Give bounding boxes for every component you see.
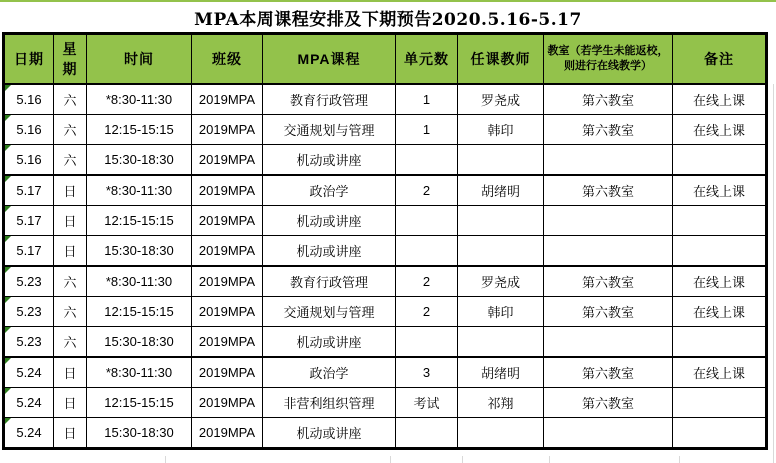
table-row bbox=[4, 418, 767, 449]
page-title: MPA本周课程安排及下期预告2020.5.16-5.17 bbox=[194, 10, 582, 30]
error-indicator-icon bbox=[5, 388, 11, 394]
cell-text: *8:30-11:30 bbox=[105, 183, 173, 198]
table-row bbox=[4, 357, 767, 388]
cell-course[interactable] bbox=[263, 297, 396, 327]
cell-text: *8:30-11:30 bbox=[105, 365, 173, 380]
cell-text: 3 bbox=[422, 365, 431, 380]
cell-text: 交通规划与管理 bbox=[283, 123, 375, 138]
cell-text: 日 bbox=[63, 244, 77, 259]
cell-remark[interactable] bbox=[673, 115, 767, 145]
cell-course[interactable] bbox=[263, 327, 396, 358]
cell-weekday[interactable] bbox=[54, 84, 87, 115]
cell-class[interactable] bbox=[192, 236, 263, 267]
column-header-label: 任课教师 bbox=[470, 51, 531, 67]
cell-time[interactable] bbox=[87, 357, 192, 388]
table-row bbox=[4, 327, 767, 358]
cell-time[interactable] bbox=[87, 266, 192, 297]
cell-class[interactable] bbox=[192, 84, 263, 115]
cell-text: 12:15-15:15 bbox=[104, 395, 174, 410]
column-header-date[interactable] bbox=[4, 34, 54, 85]
cell-remark[interactable] bbox=[673, 418, 767, 449]
schedule-table bbox=[2, 32, 768, 450]
cell-text: 六 bbox=[63, 153, 77, 168]
cell-text: 机动或讲座 bbox=[296, 426, 362, 441]
cell-teacher[interactable] bbox=[458, 357, 544, 388]
cell-remark[interactable] bbox=[673, 297, 767, 327]
cell-date[interactable] bbox=[4, 266, 54, 297]
cell-text: 在线上课 bbox=[692, 184, 745, 199]
cell-text: 12:15-15:15 bbox=[104, 122, 174, 137]
cell-text: 5.23 bbox=[16, 274, 42, 289]
cell-text: 日 bbox=[63, 214, 77, 229]
cell-text: 2019MPA bbox=[198, 395, 256, 410]
cell-room[interactable] bbox=[544, 206, 673, 236]
cell-text: 六 bbox=[63, 305, 77, 320]
cell-weekday[interactable] bbox=[54, 327, 87, 358]
cell-text: 在线上课 bbox=[692, 93, 745, 108]
cell-text: 2019MPA bbox=[198, 213, 256, 228]
cell-text: 12:15-15:15 bbox=[104, 304, 174, 319]
cell-text: 教育行政管理 bbox=[289, 275, 368, 290]
cell-remark[interactable] bbox=[673, 388, 767, 418]
cell-text: 政治学 bbox=[309, 184, 349, 199]
error-indicator-icon bbox=[5, 327, 11, 333]
cell-time[interactable] bbox=[87, 388, 192, 418]
cell-course[interactable] bbox=[263, 175, 396, 206]
cell-time[interactable] bbox=[87, 297, 192, 327]
cell-weekday[interactable] bbox=[54, 266, 87, 297]
cell-room[interactable] bbox=[544, 236, 673, 267]
cell-time[interactable] bbox=[87, 206, 192, 236]
cell-text: 第六教室 bbox=[581, 123, 634, 138]
table-row bbox=[4, 84, 767, 115]
cell-room[interactable] bbox=[544, 357, 673, 388]
cell-class[interactable] bbox=[192, 266, 263, 297]
cell-text: 考试 bbox=[413, 396, 440, 411]
cell-teacher[interactable] bbox=[458, 115, 544, 145]
cell-text: 2019MPA bbox=[198, 365, 256, 380]
cell-text: 2019MPA bbox=[198, 183, 256, 198]
cell-units[interactable] bbox=[396, 175, 458, 206]
cell-text: 非营利组织管理 bbox=[283, 396, 375, 411]
cell-text: 5.23 bbox=[16, 334, 42, 349]
cell-teacher[interactable] bbox=[458, 206, 544, 236]
cell-teacher[interactable] bbox=[458, 418, 544, 449]
cell-remark[interactable] bbox=[673, 175, 767, 206]
cell-text: 15:30-18:30 bbox=[104, 152, 174, 167]
cell-units[interactable] bbox=[396, 357, 458, 388]
top-green-strip bbox=[0, 0, 776, 2]
cell-text: 2019MPA bbox=[198, 304, 256, 319]
cell-text: 机动或讲座 bbox=[296, 153, 362, 168]
cell-units[interactable] bbox=[396, 145, 458, 176]
cell-room[interactable] bbox=[544, 266, 673, 297]
cell-text: 罗尧成 bbox=[480, 93, 520, 108]
cell-date[interactable] bbox=[4, 115, 54, 145]
cell-teacher[interactable] bbox=[458, 145, 544, 176]
cell-units[interactable] bbox=[396, 115, 458, 145]
error-indicator-icon bbox=[5, 297, 11, 303]
cell-class[interactable] bbox=[192, 357, 263, 388]
gridline-stub bbox=[549, 456, 550, 463]
cell-weekday[interactable] bbox=[54, 206, 87, 236]
cell-units[interactable] bbox=[396, 266, 458, 297]
error-indicator-icon bbox=[5, 206, 11, 212]
cell-text: 5.17 bbox=[16, 183, 42, 198]
cell-text: 六 bbox=[63, 275, 77, 290]
cell-room[interactable] bbox=[544, 175, 673, 206]
cell-text: 六 bbox=[63, 93, 77, 108]
table-row bbox=[4, 236, 767, 267]
cell-weekday[interactable] bbox=[54, 357, 87, 388]
cell-text: 2 bbox=[422, 274, 431, 289]
error-indicator-icon bbox=[5, 115, 11, 121]
cell-units[interactable] bbox=[396, 327, 458, 358]
cell-text: 祁翔 bbox=[487, 396, 514, 411]
cell-class[interactable] bbox=[192, 418, 263, 449]
error-indicator-icon bbox=[5, 176, 11, 182]
cell-course[interactable] bbox=[263, 145, 396, 176]
gridline-stub bbox=[462, 456, 463, 463]
error-indicator-icon bbox=[5, 267, 11, 273]
cell-text: 教育行政管理 bbox=[289, 93, 368, 108]
cell-text: 15:30-18:30 bbox=[104, 243, 174, 258]
cell-date[interactable] bbox=[4, 388, 54, 418]
table-row bbox=[4, 175, 767, 206]
cell-room[interactable] bbox=[544, 115, 673, 145]
cell-course[interactable] bbox=[263, 236, 396, 267]
gridline-stub bbox=[773, 84, 774, 463]
cell-date[interactable] bbox=[4, 84, 54, 115]
cell-text: 日 bbox=[63, 366, 77, 381]
cell-course[interactable] bbox=[263, 357, 396, 388]
column-header-remark[interactable] bbox=[673, 34, 767, 85]
gridline-stub bbox=[679, 456, 680, 463]
column-header-label: 备注 bbox=[704, 51, 734, 67]
cell-weekday[interactable] bbox=[54, 175, 87, 206]
error-indicator-icon bbox=[5, 85, 11, 91]
cell-text: 12:15-15:15 bbox=[104, 213, 174, 228]
cell-text: 交通规划与管理 bbox=[283, 305, 375, 320]
cell-text: 机动或讲座 bbox=[296, 244, 362, 259]
cell-teacher[interactable] bbox=[458, 327, 544, 358]
cell-weekday[interactable] bbox=[54, 297, 87, 327]
cell-units[interactable] bbox=[396, 84, 458, 115]
cell-time[interactable] bbox=[87, 236, 192, 267]
cell-teacher[interactable] bbox=[458, 297, 544, 327]
cell-text: 2019MPA bbox=[198, 274, 256, 289]
cell-text: 2 bbox=[422, 304, 431, 319]
cell-text: 罗尧成 bbox=[480, 275, 520, 290]
cell-text: 第六教室 bbox=[581, 184, 634, 199]
cell-remark[interactable] bbox=[673, 357, 767, 388]
error-indicator-icon bbox=[5, 236, 11, 242]
cell-date[interactable] bbox=[4, 418, 54, 449]
cell-teacher[interactable] bbox=[458, 266, 544, 297]
cell-text: 第六教室 bbox=[581, 305, 634, 320]
cell-course[interactable] bbox=[263, 206, 396, 236]
cell-units[interactable] bbox=[396, 388, 458, 418]
cell-time[interactable] bbox=[87, 115, 192, 145]
cell-time[interactable] bbox=[87, 418, 192, 449]
table-row bbox=[4, 388, 767, 418]
column-header-label: 时间 bbox=[124, 51, 154, 67]
cell-text: 2019MPA bbox=[198, 334, 256, 349]
table-row bbox=[4, 266, 767, 297]
cell-class[interactable] bbox=[192, 297, 263, 327]
cell-text: 15:30-18:30 bbox=[104, 334, 174, 349]
column-header-room[interactable] bbox=[544, 34, 673, 85]
cell-date[interactable] bbox=[4, 327, 54, 358]
column-header-time[interactable] bbox=[87, 34, 192, 85]
cell-room[interactable] bbox=[544, 418, 673, 449]
gridline-stub bbox=[390, 456, 391, 463]
cell-time[interactable] bbox=[87, 84, 192, 115]
column-header-course[interactable] bbox=[263, 34, 396, 85]
cell-text: 日 bbox=[63, 396, 77, 411]
cell-text: 5.24 bbox=[16, 425, 42, 440]
column-header-label: 日期 bbox=[14, 51, 44, 67]
column-header-label: 教室（若学生未能返校，则进行在线教学） bbox=[547, 45, 669, 72]
cell-units[interactable] bbox=[396, 418, 458, 449]
cell-text: 5.23 bbox=[16, 304, 42, 319]
cell-text: 第六教室 bbox=[581, 366, 634, 381]
cell-room[interactable] bbox=[544, 145, 673, 176]
cell-weekday[interactable] bbox=[54, 115, 87, 145]
table-row bbox=[4, 145, 767, 176]
cell-date[interactable] bbox=[4, 206, 54, 236]
cell-text: 2019MPA bbox=[198, 152, 256, 167]
cell-remark[interactable] bbox=[673, 206, 767, 236]
cell-room[interactable] bbox=[544, 297, 673, 327]
cell-time[interactable] bbox=[87, 145, 192, 176]
cell-text: 5.16 bbox=[16, 92, 42, 107]
cell-course[interactable] bbox=[263, 418, 396, 449]
cell-weekday[interactable] bbox=[54, 388, 87, 418]
cell-date[interactable] bbox=[4, 297, 54, 327]
table-row bbox=[4, 115, 767, 145]
cell-room[interactable] bbox=[544, 327, 673, 358]
cell-text: 在线上课 bbox=[692, 366, 745, 381]
cell-class[interactable] bbox=[192, 388, 263, 418]
cell-text: 2019MPA bbox=[198, 243, 256, 258]
cell-class[interactable] bbox=[192, 175, 263, 206]
cell-text: 在线上课 bbox=[692, 305, 745, 320]
cell-course[interactable] bbox=[263, 388, 396, 418]
cell-text: 韩印 bbox=[487, 123, 514, 138]
cell-teacher[interactable] bbox=[458, 84, 544, 115]
error-indicator-icon bbox=[5, 145, 11, 151]
cell-text: 六 bbox=[63, 335, 77, 350]
cell-units[interactable] bbox=[396, 236, 458, 267]
cell-date[interactable] bbox=[4, 145, 54, 176]
table-row bbox=[4, 206, 767, 236]
cell-time[interactable] bbox=[87, 175, 192, 206]
cell-teacher[interactable] bbox=[458, 175, 544, 206]
cell-class[interactable] bbox=[192, 145, 263, 176]
gridline-stub bbox=[165, 456, 166, 463]
cell-text: 2 bbox=[422, 183, 431, 198]
cell-class[interactable] bbox=[192, 327, 263, 358]
cell-text: 15:30-18:30 bbox=[104, 425, 174, 440]
header-row bbox=[4, 34, 767, 85]
cell-text: 第六教室 bbox=[581, 275, 634, 290]
cell-text: 2019MPA bbox=[198, 425, 256, 440]
cell-text: 2019MPA bbox=[198, 92, 256, 107]
cell-remark[interactable] bbox=[673, 84, 767, 115]
cell-class[interactable] bbox=[192, 206, 263, 236]
cell-text: 政治学 bbox=[309, 366, 349, 381]
cell-text: 在线上课 bbox=[692, 123, 745, 138]
cell-time[interactable] bbox=[87, 327, 192, 358]
cell-teacher[interactable] bbox=[458, 388, 544, 418]
cell-remark[interactable] bbox=[673, 236, 767, 267]
cell-room[interactable] bbox=[544, 84, 673, 115]
cell-text: 第六教室 bbox=[581, 396, 634, 411]
cell-weekday[interactable] bbox=[54, 418, 87, 449]
cell-text: 5.24 bbox=[16, 395, 42, 410]
cell-date[interactable] bbox=[4, 357, 54, 388]
cell-text: 1 bbox=[422, 92, 431, 107]
column-header-teacher[interactable] bbox=[458, 34, 544, 85]
cell-text: 5.17 bbox=[16, 213, 42, 228]
cell-text: 1 bbox=[422, 122, 431, 137]
cell-text: 胡绪明 bbox=[480, 366, 520, 381]
error-indicator-icon bbox=[5, 358, 11, 364]
error-indicator-icon bbox=[5, 418, 11, 424]
cell-units[interactable] bbox=[396, 297, 458, 327]
cell-text: *8:30-11:30 bbox=[105, 92, 173, 107]
cell-text: 机动或讲座 bbox=[296, 214, 362, 229]
cell-date[interactable] bbox=[4, 175, 54, 206]
cell-text: 机动或讲座 bbox=[296, 335, 362, 350]
column-header-label: MPA课程 bbox=[297, 51, 361, 67]
column-header-units[interactable] bbox=[396, 34, 458, 85]
cell-text: 5.16 bbox=[16, 122, 42, 137]
cell-weekday[interactable] bbox=[54, 236, 87, 267]
cell-course[interactable] bbox=[263, 266, 396, 297]
cell-remark[interactable] bbox=[673, 327, 767, 358]
cell-teacher[interactable] bbox=[458, 236, 544, 267]
column-header-label: 单元数 bbox=[404, 51, 449, 67]
cell-text: 日 bbox=[63, 426, 77, 441]
cell-text: 第六教室 bbox=[581, 93, 634, 108]
cell-text: 韩印 bbox=[487, 305, 514, 320]
cell-remark[interactable] bbox=[673, 266, 767, 297]
cell-course[interactable] bbox=[263, 84, 396, 115]
cell-text: 六 bbox=[63, 123, 77, 138]
cell-units[interactable] bbox=[396, 206, 458, 236]
column-header-weekday[interactable] bbox=[54, 34, 87, 85]
cell-text: 5.17 bbox=[16, 243, 42, 258]
cell-text: 2019MPA bbox=[198, 122, 256, 137]
column-header-label: 星期 bbox=[62, 41, 78, 77]
cell-course[interactable] bbox=[263, 115, 396, 145]
cell-room[interactable] bbox=[544, 388, 673, 418]
cell-text: 在线上课 bbox=[692, 275, 745, 290]
cell-text: 胡绪明 bbox=[480, 184, 520, 199]
column-header-label: 班级 bbox=[212, 51, 242, 67]
cell-text: 日 bbox=[63, 184, 77, 199]
cell-class[interactable] bbox=[192, 115, 263, 145]
column-header-class[interactable] bbox=[192, 34, 263, 85]
table-row bbox=[4, 297, 767, 327]
cell-remark[interactable] bbox=[673, 145, 767, 176]
cell-date[interactable] bbox=[4, 236, 54, 267]
cell-text: 5.16 bbox=[16, 152, 42, 167]
cell-weekday[interactable] bbox=[54, 145, 87, 176]
cell-text: *8:30-11:30 bbox=[105, 274, 173, 289]
cell-text: 5.24 bbox=[16, 365, 42, 380]
